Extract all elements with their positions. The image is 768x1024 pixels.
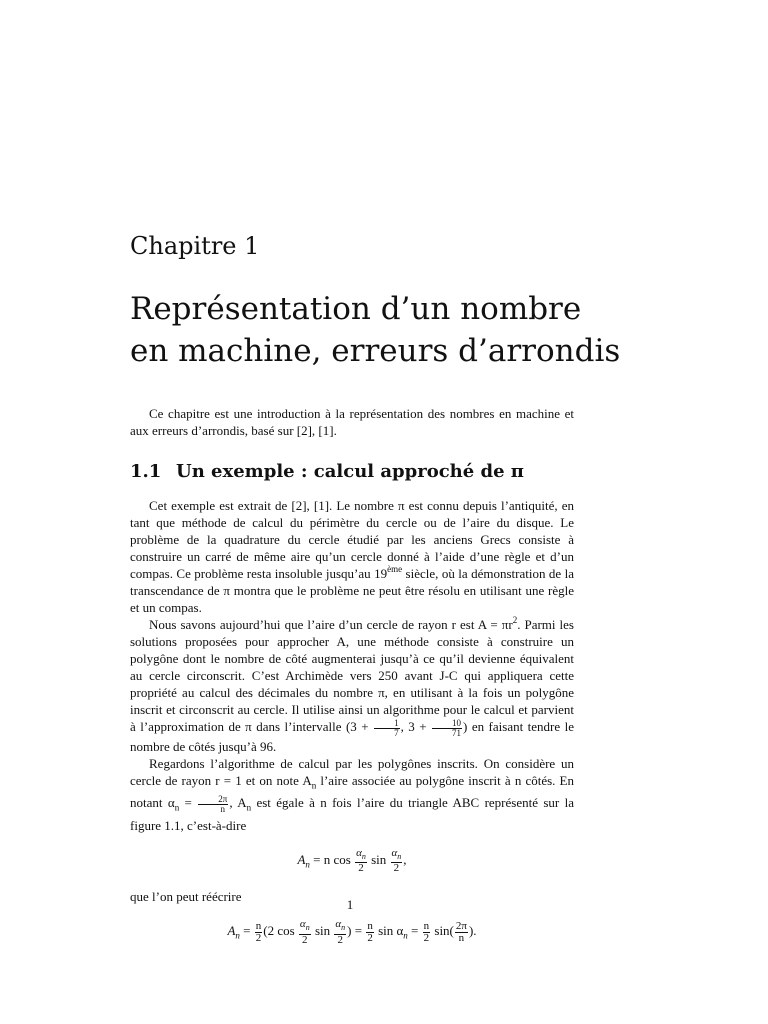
- equation-1: $A_n = n$ cos $\frac{\alpha_n}{2}$ sin $\frac{\alpha_n}{2}$ ,: [297, 846, 407, 874]
- eq2-fraction-4: $\frac{n}{2}$: [367, 919, 373, 944]
- eq1-fraction-1: $\frac{\alpha_n}{2}$: [356, 846, 366, 874]
- p2-text-a: Nous savons aujourd’hui que l’aire d’un cercle de rayon r est A = πr: [149, 617, 513, 632]
- eq2-fraction-5: $\frac{n}{2}$: [423, 919, 430, 944]
- p3-subscript-3: n: [246, 802, 252, 813]
- fraction-ten-71: $\frac{10}{71}$: [432, 719, 462, 738]
- eq2-fraction-2: $\frac{\alpha_n}{2}$: [299, 918, 310, 946]
- p3-text-a: Regardons l’algorithme de calcul par les polygônes inscrits. On considère un cercle de rayon r = 1 et on note A: [130, 755, 574, 788]
- chapter-title-line-1: Représentation d’un nombre: [130, 291, 582, 327]
- intro-text: Ce chapitre est une introduction à la représentation des nombres en machine et aux erreurs d’arrondis, basé sur [2], [1].: [130, 406, 574, 438]
- p3-text-d: , A: [229, 795, 247, 811]
- p1-superscript: ème: [387, 564, 403, 574]
- chapter-title: [130, 288, 650, 372]
- p2-text-c: ) en faisant tendre le nombre de côtés jusqu’à 96.: [130, 719, 574, 754]
- eq2-fraction-1: $\frac{n}{2}$: [255, 919, 262, 944]
- eq2-fraction-6: $\frac{2\pi}{n}$: [455, 919, 467, 944]
- p3-text-c: =: [179, 795, 198, 811]
- fraction-2pi-n: $\frac{2\pi}{n}$: [198, 795, 228, 814]
- p3-text-b: l’aire associée au polygône inscrit à n côtés. En notant α: [130, 772, 574, 811]
- section-title: Un exemple : calcul approché de π: [176, 461, 524, 482]
- p3-subscript: n: [311, 780, 317, 791]
- p1-text-b: siècle, où la démonstration de la transcendance de π montra que le problème ne peut être résolu en utilisant une règle et un compas.: [130, 566, 574, 615]
- chapter-title-line-2: en machine, erreurs d’arrondis: [130, 333, 621, 369]
- paragraph-2: [130, 616, 574, 755]
- intro-paragraph: [130, 405, 574, 439]
- section-heading: [130, 461, 574, 482]
- p2-text-mid: , 3 +: [400, 719, 432, 734]
- page-number: 1: [346, 897, 354, 912]
- p1-text-a: Cet exemple est extrait de [2], [1]. Le nombre π est connu depuis l’antiquité, en tant que méthode de calcul du périmètre du cercle ou de l’aire du disque. Le problème de la quadrature du cercle étudié par les anciens Grecs consiste à construire un carré de même aire qu’un cercle donné à l’aide d’une règle et d’un compas. Ce problème resta insoluble jusqu’au 19: [130, 498, 574, 581]
- chapter-label: Chapitre 1: [130, 232, 260, 260]
- section-number: 1.1: [130, 461, 162, 482]
- fraction-one-seventh: $\frac{1}{7}$: [374, 719, 400, 738]
- paragraph-3: [130, 755, 574, 834]
- body-text: [130, 497, 574, 960]
- paragraph-1: [130, 497, 574, 616]
- eq1-fraction-2: $\frac{\alpha_n}{2}$: [391, 846, 402, 874]
- paragraph-4: que l’on peut réécrire: [130, 889, 242, 905]
- p3-text-e: est égale à n fois l’aire du triangle ABC représenté sur la figure 1.1, c’est-à-dire: [130, 795, 575, 833]
- eq2-fraction-3: $\frac{\alpha_n}{2}$: [335, 918, 346, 946]
- p3-subscript-2: n: [174, 802, 180, 813]
- equation-2: $A_n$ = $\frac{n}{2}$ (2 cos $\frac{\alpha_n}{2}$ sin $\frac{\alpha_n}{2}$ ) = $\frac{n}{2}$ $\sin \alpha_n$ = $\frac{n}{2}$ sin( $\frac{2\pi}{n}$ ).: [227, 918, 477, 946]
- p2-superscript: 2: [512, 615, 518, 625]
- p2-text-b: . Parmi les solutions proposées pour approcher A, une méthode consiste à construire un polygône dont le nombre de côté augmenterai jusqu’à ce qu’il devienne équivalent au cercle circonscrit. C’est Archimède vers 250 avant J-C qui appliquera cette propriété au calcul des décimales du nombre π, en utilisant à la fois un polygône inscrit et circonscrit au cercle. Il utilise ainsi un algorithme pour le calcul et parvient à l’approximation de π dans l’intervalle (3 +: [130, 617, 574, 734]
